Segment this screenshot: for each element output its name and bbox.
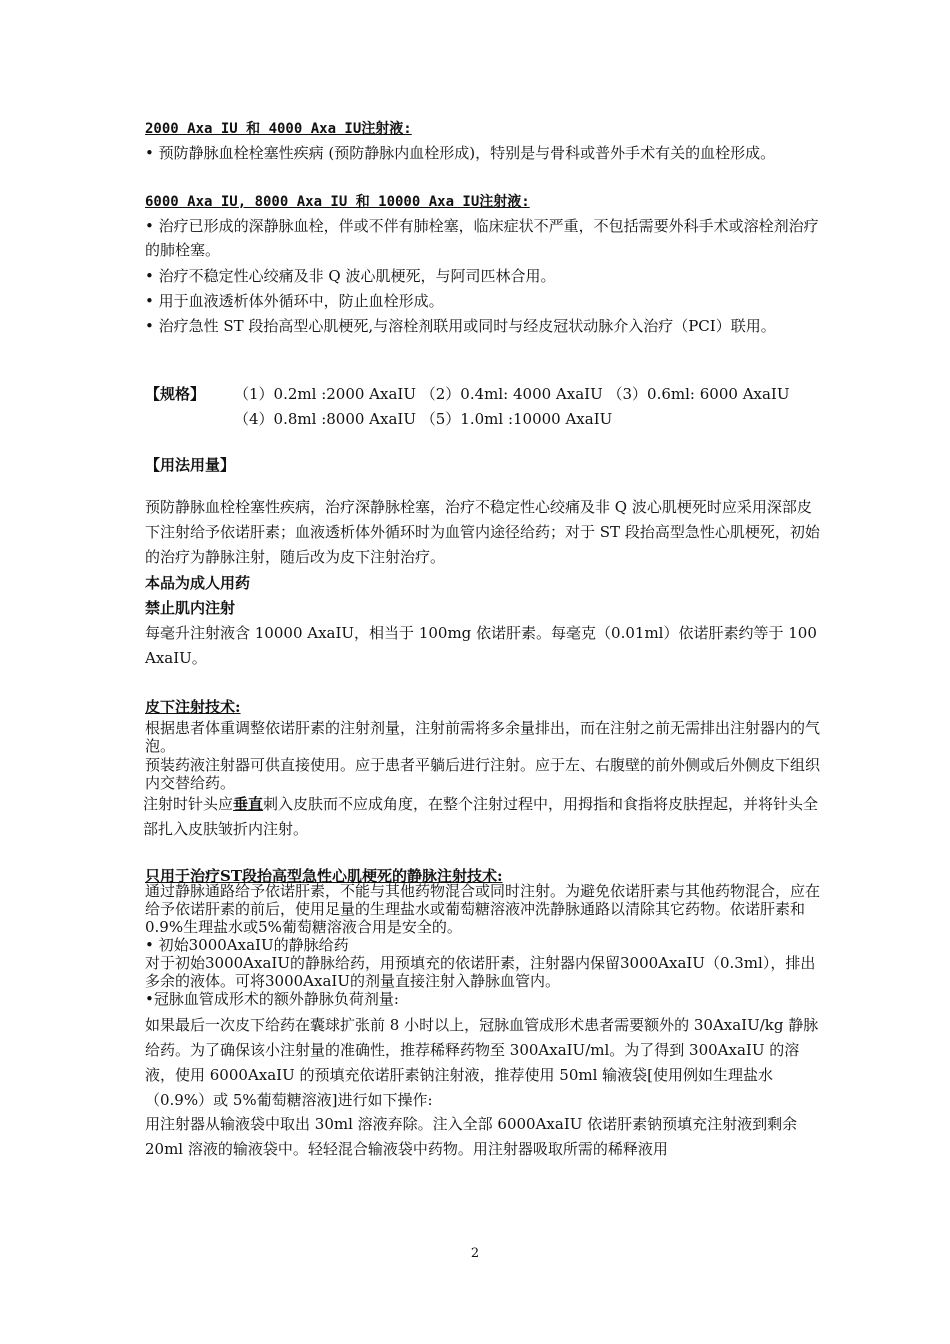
bullet-item: • 治疗急性 ST 段抬高型心肌梗死,与溶栓剂联用或同时与经皮冠状动脉介入治疗（PCI）联用。 [145, 317, 776, 335]
page-number: 2 [470, 1246, 480, 1261]
iv-paragraph: 用注射器从输液袋中取出 30ml 溶液弃除。注入全部 6000AxaIU 依诺肝素钠预填充注射液到剩余 20ml 溶液的输液袋中。轻轻混合输液袋中药物。用注射器吸取所需的稀释液用 [145, 1115, 798, 1158]
no-im-injection-note: 禁止肌内注射 [145, 599, 236, 617]
bullet-item: • 用于血液透析体外循环中，防止血栓形成。 [145, 292, 444, 310]
bullet-item: • 治疗不稳定性心绞痛及非 Q 波心肌梗死，与阿司匹林合用。 [145, 267, 556, 285]
spec-label: 【规格】 [145, 385, 206, 403]
heading-2000-4000: 2000 Axa IU 和 4000 Axa IU注射液: [145, 121, 412, 137]
concentration-paragraph: 每毫升注射液含 10000 AxaIU，相当于 100mg 依诺肝素。每毫克（0.01ml）依诺肝素约等于 100 AxaIU。 [145, 624, 817, 667]
adult-only-note: 本品为成人用药 [145, 574, 251, 592]
iv-bullet: • 初始3000AxaIU的静脉给药 [145, 936, 349, 954]
bullet-item: • 治疗已形成的深静脉血栓，伴或不伴有肺栓塞，临床症状不严重，不包括需要外科手术或溶栓剂治疗的肺栓塞。 [145, 217, 819, 259]
paragraph-2000-4000: • 预防静脉血栓栓塞性疾病 (预防静脉内血栓形成)，特别是与骨科或普外手术有关的血栓形成。 [145, 144, 776, 162]
iv-paragraph: 如果最后一次皮下给药在囊球扩张前 8 小时以上，冠脉血管成形术患者需要额外的 30AxaIU/kg 静脉给药。为了确保该小注射量的准确性，推荐稀释药物至 300AxaIU/ml。为了得到 300AxaIU 的溶液，使用 6000AxaIU 的预填充依诺肝素钠注射液，推荐使用 50ml 输液袋[使用例如生理盐水（0.9%）或 5%葡萄糖溶液]进行如下操作: [145, 1016, 819, 1109]
iv-bullet: •冠脉血管成形术的额外静脉负荷剂量: [145, 990, 399, 1008]
sc-text: 注射时针头应 [143, 795, 234, 813]
sc-text: 刺入皮肤而不应成角度，在整个注射过程中，用拇指和食指将皮肤捏起，并将针头全部扎入皮肤皱折内注射。 [143, 795, 819, 838]
sc-technique-title: 皮下注射技术: [145, 698, 241, 716]
sc-paragraph: 预装药液注射器可供直接使用。应于患者平躺后进行注射。应于左、右腹壁的前外侧或后外侧皮下组织内交替给药。 [145, 756, 821, 792]
spec-line: （1）0.2ml :2000 AxaIU （2）0.4ml: 4000 AxaIU （3）0.6ml: 6000 AxaIU [234, 385, 790, 403]
sc-paragraph [143, 792, 823, 842]
iv-technique-title: 只用于治疗ST段抬高型急性心肌梗死的静脉注射技术: [145, 867, 503, 885]
sc-paragraph: 根据患者体重调整依诺肝素的注射剂量，注射前需将多余量排出，而在注射之前无需排出注射器内的气泡。 [145, 719, 821, 755]
iv-paragraph: 通过静脉通路给予依诺肝素，不能与其他药物混合或同时注射。为避免依诺肝素与其他药物混合，应在给予依诺肝素的前后，使用足量的生理盐水或葡萄糖溶液冲洗静脉通路以清除其它药物。依诺肝素和0.9%生理盐水或5%葡萄糖溶液合用是安全的。 [145, 882, 821, 936]
heading-6000-10000: 6000 Axa IU, 8000 Axa IU 和 10000 Axa IU注射液: [145, 194, 530, 210]
usage-paragraph: 预防静脉血栓栓塞性疾病，治疗深静脉栓塞，治疗不稳定性心绞痛及非 Q 波心肌梗死时应采用深部皮下注射给予依诺肝素；血液透析体外循环时为血管内途径给药；对于 ST 段抬高型急性心肌梗死，初始的治疗为静脉注射，随后改为皮下注射治疗。 [145, 498, 820, 566]
vertical-emphasis: 垂直 [233, 795, 264, 813]
spec-line: （4）0.8ml :8000 AxaIU （5）1.0ml :10000 AxaIU [234, 410, 613, 428]
iv-paragraph: 对于初始3000AxaIU的静脉给药，用预填充的依诺肝素，注射器内保留3000AxaIU（0.3ml），排出多余的液体。可将3000AxaIU的剂量直接注射入静脉血管内。 [145, 954, 816, 990]
usage-label: 【用法用量】 [145, 456, 236, 474]
